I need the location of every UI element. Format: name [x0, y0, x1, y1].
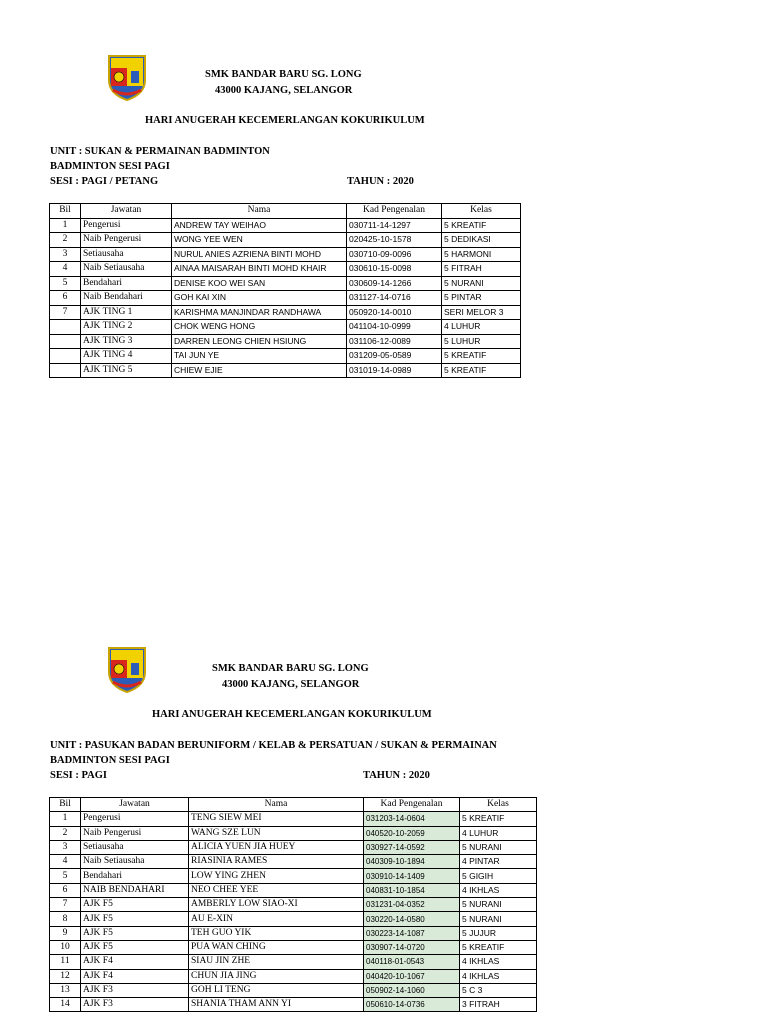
nama-cell: DARREN LEONG CHIEN HSIUNG: [172, 334, 347, 349]
jawatan-cell: Naib Setiausaha: [81, 262, 172, 277]
nama-cell: SIAU JIN ZHE: [189, 955, 364, 969]
table-row: [50, 363, 521, 378]
table-header-row: [50, 204, 521, 219]
kad-pengenalan-cell: 020425-10-1578: [347, 233, 442, 248]
sesi-line: SESI : PAGI: [50, 770, 107, 781]
school-crest-logo: [107, 54, 147, 102]
kad-pengenalan-cell: 031203-14-0604: [364, 812, 460, 826]
bil-cell: 5: [50, 869, 81, 883]
kad-pengenalan-cell: 031209-05-0589: [347, 349, 442, 364]
kad-pengenalan-cell: 030907-14-0720: [364, 940, 460, 954]
bil-cell: [50, 320, 81, 335]
bil-cell: 6: [50, 883, 81, 897]
table-row: [50, 969, 537, 983]
nama-cell: PUA WAN CHING: [189, 940, 364, 954]
jawatan-cell: NAIB BENDAHARI: [81, 883, 189, 897]
nama-cell: TENG SIEW MEI: [189, 812, 364, 826]
jawatan-cell: Setiausaha: [81, 840, 189, 854]
bil-cell: 1: [50, 218, 81, 233]
school-address: 43000 KAJANG, SELANGOR: [222, 679, 360, 690]
session-name: BADMINTON SESI PAGI: [50, 755, 170, 766]
school-crest-logo: [107, 646, 147, 694]
kelas-cell: 5 KREATIF: [442, 218, 521, 233]
table-row: [50, 940, 537, 954]
bil-cell: 3: [50, 247, 81, 262]
column-header: Bil: [50, 204, 81, 219]
jawatan-cell: Naib Pengerusi: [81, 826, 189, 840]
kelas-cell: 5 KREATIF: [442, 363, 521, 378]
bil-cell: 4: [50, 855, 81, 869]
nama-cell: ANDREW TAY WEIHAO: [172, 218, 347, 233]
tahun-line: TAHUN : 2020: [347, 176, 414, 187]
table-row: [50, 955, 537, 969]
kelas-cell: 5 NURANI: [460, 840, 537, 854]
bil-cell: 14: [50, 998, 81, 1012]
table-row: [50, 262, 521, 277]
table-row: [50, 349, 521, 364]
table-row: [50, 276, 521, 291]
kelas-cell: 4 IKHLAS: [460, 883, 537, 897]
kad-pengenalan-cell: 030610-15-0098: [347, 262, 442, 277]
bil-cell: 2: [50, 233, 81, 248]
sesi-line: SESI : PAGI / PETANG: [50, 176, 159, 187]
jawatan-cell: AJK TING 5: [81, 363, 172, 378]
table-row: [50, 247, 521, 262]
table-row: [50, 305, 521, 320]
kad-pengenalan-cell: 041104-10-0999: [347, 320, 442, 335]
kad-pengenalan-cell: 030220-14-0580: [364, 912, 460, 926]
column-header: Nama: [189, 798, 364, 812]
kad-pengenalan-cell: 040309-10-1894: [364, 855, 460, 869]
kelas-cell: 5 FITRAH: [442, 262, 521, 277]
nama-cell: CHIEW EJIE: [172, 363, 347, 378]
kelas-cell: 5 C 3: [460, 983, 537, 997]
kelas-cell: 5 HARMONI: [442, 247, 521, 262]
bil-cell: 5: [50, 276, 81, 291]
kad-pengenalan-cell: 031019-14-0989: [347, 363, 442, 378]
kelas-cell: 4 PINTAR: [460, 855, 537, 869]
jawatan-cell: Naib Setiausaha: [81, 855, 189, 869]
nama-cell: WANG SZE LUN: [189, 826, 364, 840]
jawatan-cell: Naib Pengerusi: [81, 233, 172, 248]
bil-cell: 7: [50, 898, 81, 912]
jawatan-cell: AJK TING 4: [81, 349, 172, 364]
column-header: Kad Pengenalan: [347, 204, 442, 219]
nama-cell: WONG YEE WEN: [172, 233, 347, 248]
bil-cell: 3: [50, 840, 81, 854]
kelas-cell: 4 LUHUR: [442, 320, 521, 335]
nama-cell: AINAA MAISARAH BINTI MOHD KHAIR: [172, 262, 347, 277]
jawatan-cell: Pengerusi: [81, 812, 189, 826]
jawatan-cell: Setiausaha: [81, 247, 172, 262]
bil-cell: 13: [50, 983, 81, 997]
nama-cell: ALICIA YUEN JIA HUEY: [189, 840, 364, 854]
table-row: [50, 883, 537, 897]
jawatan-cell: AJK F3: [81, 998, 189, 1012]
school-name: SMK BANDAR BARU SG. LONG: [212, 663, 369, 674]
jawatan-cell: AJK F4: [81, 955, 189, 969]
table-row: [50, 840, 537, 854]
event-title: HARI ANUGERAH KECEMERLANGAN KOKURIKULUM: [145, 115, 425, 126]
jawatan-cell: AJK F5: [81, 940, 189, 954]
nama-cell: TEH GUO YIK: [189, 926, 364, 940]
kad-pengenalan-cell: 040420-10-1067: [364, 969, 460, 983]
event-title: HARI ANUGERAH KECEMERLANGAN KOKURIKULUM: [152, 709, 432, 720]
school-name: SMK BANDAR BARU SG. LONG: [205, 69, 362, 80]
table-row: [50, 998, 537, 1012]
nama-cell: CHOK WENG HONG: [172, 320, 347, 335]
kelas-cell: 4 IKHLAS: [460, 955, 537, 969]
table-header-row: [50, 798, 537, 812]
kelas-cell: 4 LUHUR: [460, 826, 537, 840]
kelas-cell: 5 KREATIF: [460, 940, 537, 954]
session-name: BADMINTON SESI PAGI: [50, 161, 170, 172]
kad-pengenalan-cell: 030910-14-1409: [364, 869, 460, 883]
kelas-cell: 5 PINTAR: [442, 291, 521, 306]
kelas-cell: SERI MELOR 3: [442, 305, 521, 320]
table-row: [50, 869, 537, 883]
nama-cell: KARISHMA MANJINDAR RANDHAWA: [172, 305, 347, 320]
table-row: [50, 926, 537, 940]
nama-cell: GOH LI TENG: [189, 983, 364, 997]
jawatan-cell: Bendahari: [81, 276, 172, 291]
kelas-cell: 5 GIGIH: [460, 869, 537, 883]
bil-cell: 7: [50, 305, 81, 320]
table-row: [50, 983, 537, 997]
kelas-cell: 3 FITRAH: [460, 998, 537, 1012]
nama-cell: NEO CHEE YEE: [189, 883, 364, 897]
kad-pengenalan-cell: 050610-14-0736: [364, 998, 460, 1012]
kad-pengenalan-cell: 040520-10-2059: [364, 826, 460, 840]
column-header: Nama: [172, 204, 347, 219]
table-row: [50, 218, 521, 233]
unit-line: UNIT : SUKAN & PERMAINAN BADMINTON: [50, 146, 270, 157]
bil-cell: 2: [50, 826, 81, 840]
jawatan-cell: AJK TING 1: [81, 305, 172, 320]
table-row: [50, 291, 521, 306]
nama-cell: TAI JUN YE: [172, 349, 347, 364]
kad-pengenalan-cell: 030927-14-0592: [364, 840, 460, 854]
jawatan-cell: Bendahari: [81, 869, 189, 883]
table-row: [50, 826, 537, 840]
kad-pengenalan-cell: 050902-14-1060: [364, 983, 460, 997]
committee-table: [49, 203, 521, 378]
kelas-cell: 5 DEDIKASI: [442, 233, 521, 248]
table-row: [50, 320, 521, 335]
bil-cell: [50, 349, 81, 364]
kad-pengenalan-cell: 031127-14-0716: [347, 291, 442, 306]
kad-pengenalan-cell: 030711-14-1297: [347, 218, 442, 233]
committee-table: [49, 797, 537, 1012]
table-row: [50, 898, 537, 912]
kelas-cell: 5 NURANI: [460, 898, 537, 912]
kelas-cell: 4 IKHLAS: [460, 969, 537, 983]
bil-cell: 11: [50, 955, 81, 969]
jawatan-cell: Naib Bendahari: [81, 291, 172, 306]
tahun-line: TAHUN : 2020: [363, 770, 430, 781]
table-row: [50, 334, 521, 349]
jawatan-cell: AJK F5: [81, 926, 189, 940]
jawatan-cell: AJK TING 2: [81, 320, 172, 335]
unit-line: UNIT : PASUKAN BADAN BERUNIFORM / KELAB & PERSATUAN / SUKAN & PERMAINAN: [50, 740, 497, 751]
kelas-cell: 5 LUHUR: [442, 334, 521, 349]
jawatan-cell: AJK TING 3: [81, 334, 172, 349]
column-header: Jawatan: [81, 798, 189, 812]
school-address: 43000 KAJANG, SELANGOR: [215, 85, 353, 96]
kad-pengenalan-cell: 040118-01-0543: [364, 955, 460, 969]
table-row: [50, 233, 521, 248]
kad-pengenalan-cell: 031231-04-0352: [364, 898, 460, 912]
bil-cell: 12: [50, 969, 81, 983]
bil-cell: 4: [50, 262, 81, 277]
nama-cell: SHANIA THAM ANN YI: [189, 998, 364, 1012]
bil-cell: 8: [50, 912, 81, 926]
table-row: [50, 912, 537, 926]
nama-cell: AMBERLY LOW SIAO-XI: [189, 898, 364, 912]
kad-pengenalan-cell: 040831-10-1854: [364, 883, 460, 897]
kad-pengenalan-cell: 030710-09-0096: [347, 247, 442, 262]
kad-pengenalan-cell: 030223-14-1087: [364, 926, 460, 940]
bil-cell: 6: [50, 291, 81, 306]
kelas-cell: 5 KREATIF: [460, 812, 537, 826]
kelas-cell: 5 JUJUR: [460, 926, 537, 940]
nama-cell: DENISE KOO WEI SAN: [172, 276, 347, 291]
bil-cell: 10: [50, 940, 81, 954]
nama-cell: RIASINIA RAMES: [189, 855, 364, 869]
nama-cell: LOW YING ZHEN: [189, 869, 364, 883]
bil-cell: 1: [50, 812, 81, 826]
nama-cell: GOH KAI XIN: [172, 291, 347, 306]
jawatan-cell: AJK F4: [81, 969, 189, 983]
kelas-cell: 5 KREATIF: [442, 349, 521, 364]
table-row: [50, 855, 537, 869]
column-header: Bil: [50, 798, 81, 812]
column-header: Kad Pengenalan: [364, 798, 460, 812]
bil-cell: 9: [50, 926, 81, 940]
column-header: Kelas: [442, 204, 521, 219]
kelas-cell: 5 NURANI: [442, 276, 521, 291]
column-header: Jawatan: [81, 204, 172, 219]
bil-cell: [50, 363, 81, 378]
jawatan-cell: Pengerusi: [81, 218, 172, 233]
column-header: Kelas: [460, 798, 537, 812]
jawatan-cell: AJK F5: [81, 898, 189, 912]
jawatan-cell: AJK F5: [81, 912, 189, 926]
kad-pengenalan-cell: 030609-14-1266: [347, 276, 442, 291]
kad-pengenalan-cell: 031106-12-0089: [347, 334, 442, 349]
table-row: [50, 812, 537, 826]
nama-cell: AU E-XIN: [189, 912, 364, 926]
bil-cell: [50, 334, 81, 349]
kelas-cell: 5 NURANI: [460, 912, 537, 926]
nama-cell: CHUN JIA JING: [189, 969, 364, 983]
jawatan-cell: AJK F3: [81, 983, 189, 997]
nama-cell: NURUL ANIES AZRIENA BINTI MOHD: [172, 247, 347, 262]
kad-pengenalan-cell: 050920-14-0010: [347, 305, 442, 320]
